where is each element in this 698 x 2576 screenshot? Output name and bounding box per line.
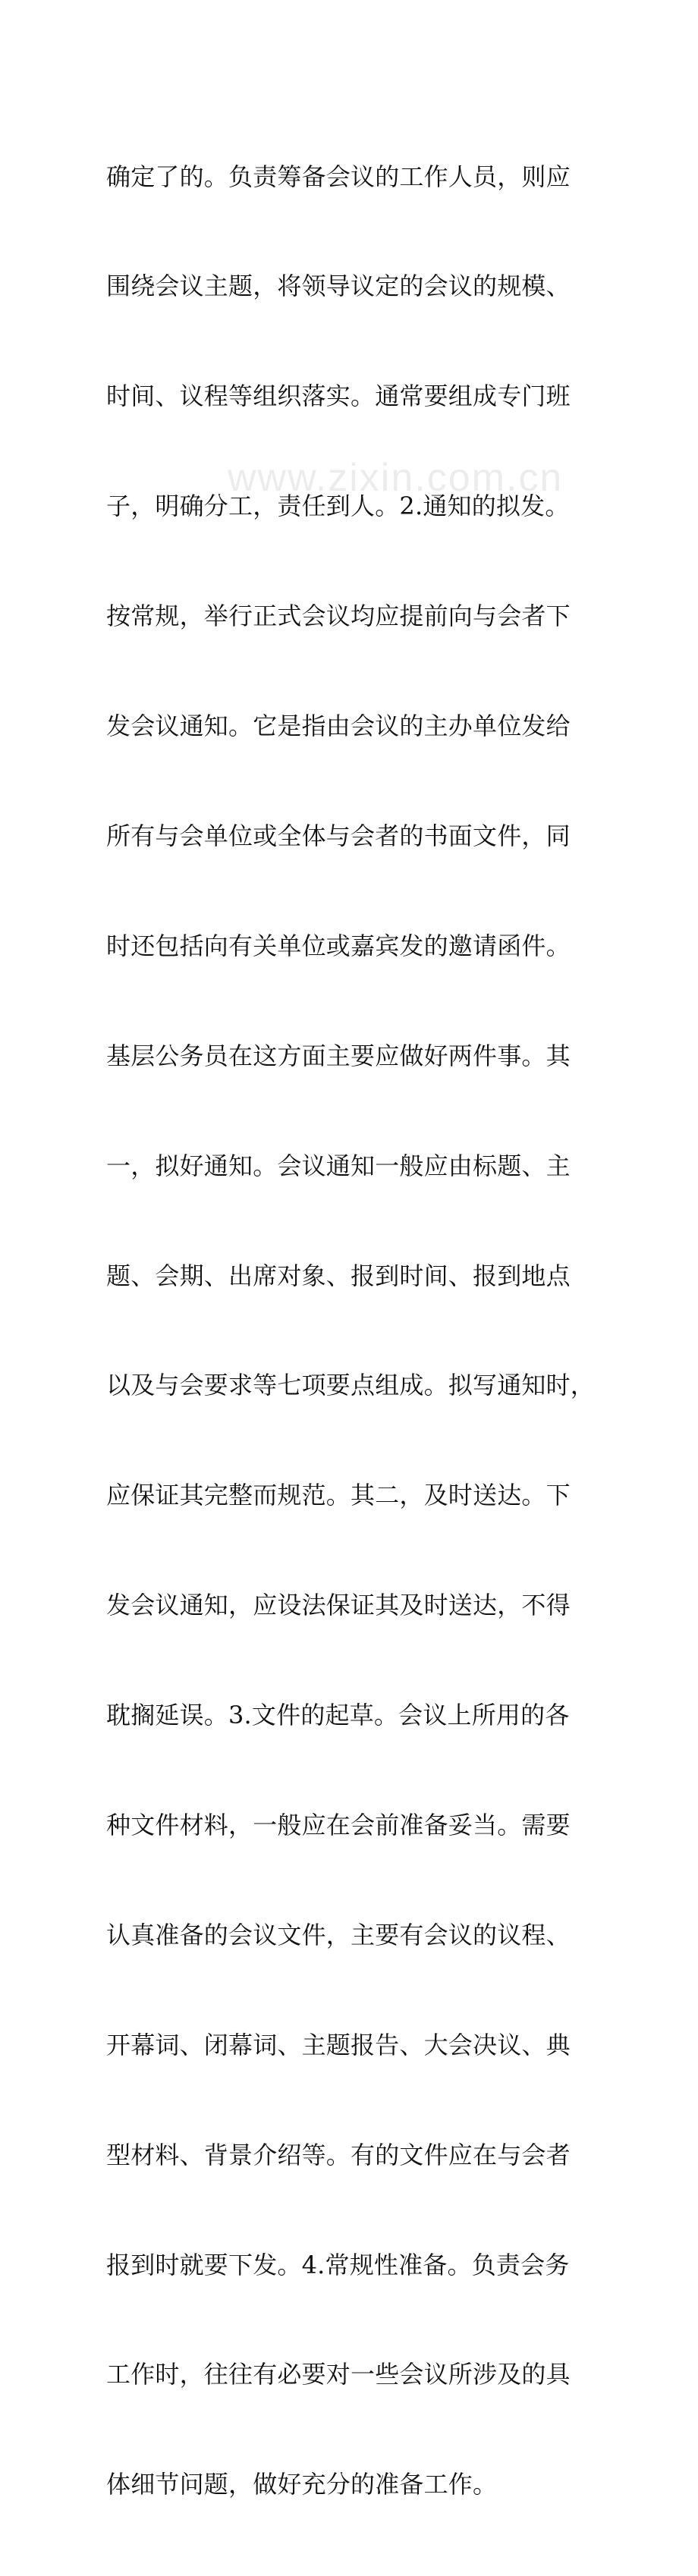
text-line: 时间、议程等组织落实。通常要组成专门班 [106,382,571,411]
text-line: 一，拟好通知。会议通知一般应由标题、主 [106,1151,571,1180]
text-line: 种文件材料，一般应在会前准备妥当。需要 [106,1810,571,1839]
text-line: 体细节问题，做好充分的准备工作。 [106,2470,498,2499]
text-line: 耽搁延误。3.文件的起草。会议上所用的各 [106,1701,570,1730]
text-line: 子，明确分工，责任到人。2.通知的拟发。 [106,492,570,521]
text-line: 型材料、背景介绍等。有的文件应在与会者 [106,2140,571,2169]
text-line: 开幕词、闭幕词、主题报告、大会决议、典 [106,2030,571,2059]
text-line: 发会议通知，应设法保证其及时送达，不得 [106,1591,571,1620]
text-line: 确定了的。负责筹备会议的工作人员，则应 [106,162,571,191]
text-line: 发会议通知。它是指由会议的主办单位发给 [106,712,571,741]
text-line: 时还包括向有关单位或嘉宾发的邀请函件。 [106,931,571,960]
text-line: 所有与会单位或全体与会者的书面文件，同 [106,821,571,850]
text-line: 以及与会要求等七项要点组成。拟写通知时， [106,1371,596,1400]
text-line: 认真准备的会议文件，主要有会议的议程、 [106,1920,571,1949]
text-line: 应保证其完整而规范。其二，及时送达。下 [106,1481,571,1510]
body-text [106,85,622,2576]
text-line: 基层公务员在这方面主要应做好两件事。其 [106,1041,571,1070]
watermark: www.zixin.com.cn [228,456,564,500]
text-line: 报到时就要下发。4.常规性准备。负责会务 [106,2250,570,2279]
text-line: 围绕会议主题，将领导议定的会议的规模、 [106,272,571,301]
text-line: 按常规，举行正式会议均应提前向与会者下 [106,602,571,631]
text-line: 工作时，往往有必要对一些会议所涉及的具 [106,2360,571,2389]
text-line: 题、会期、出席对象、报到时间、报到地点 [106,1261,571,1290]
